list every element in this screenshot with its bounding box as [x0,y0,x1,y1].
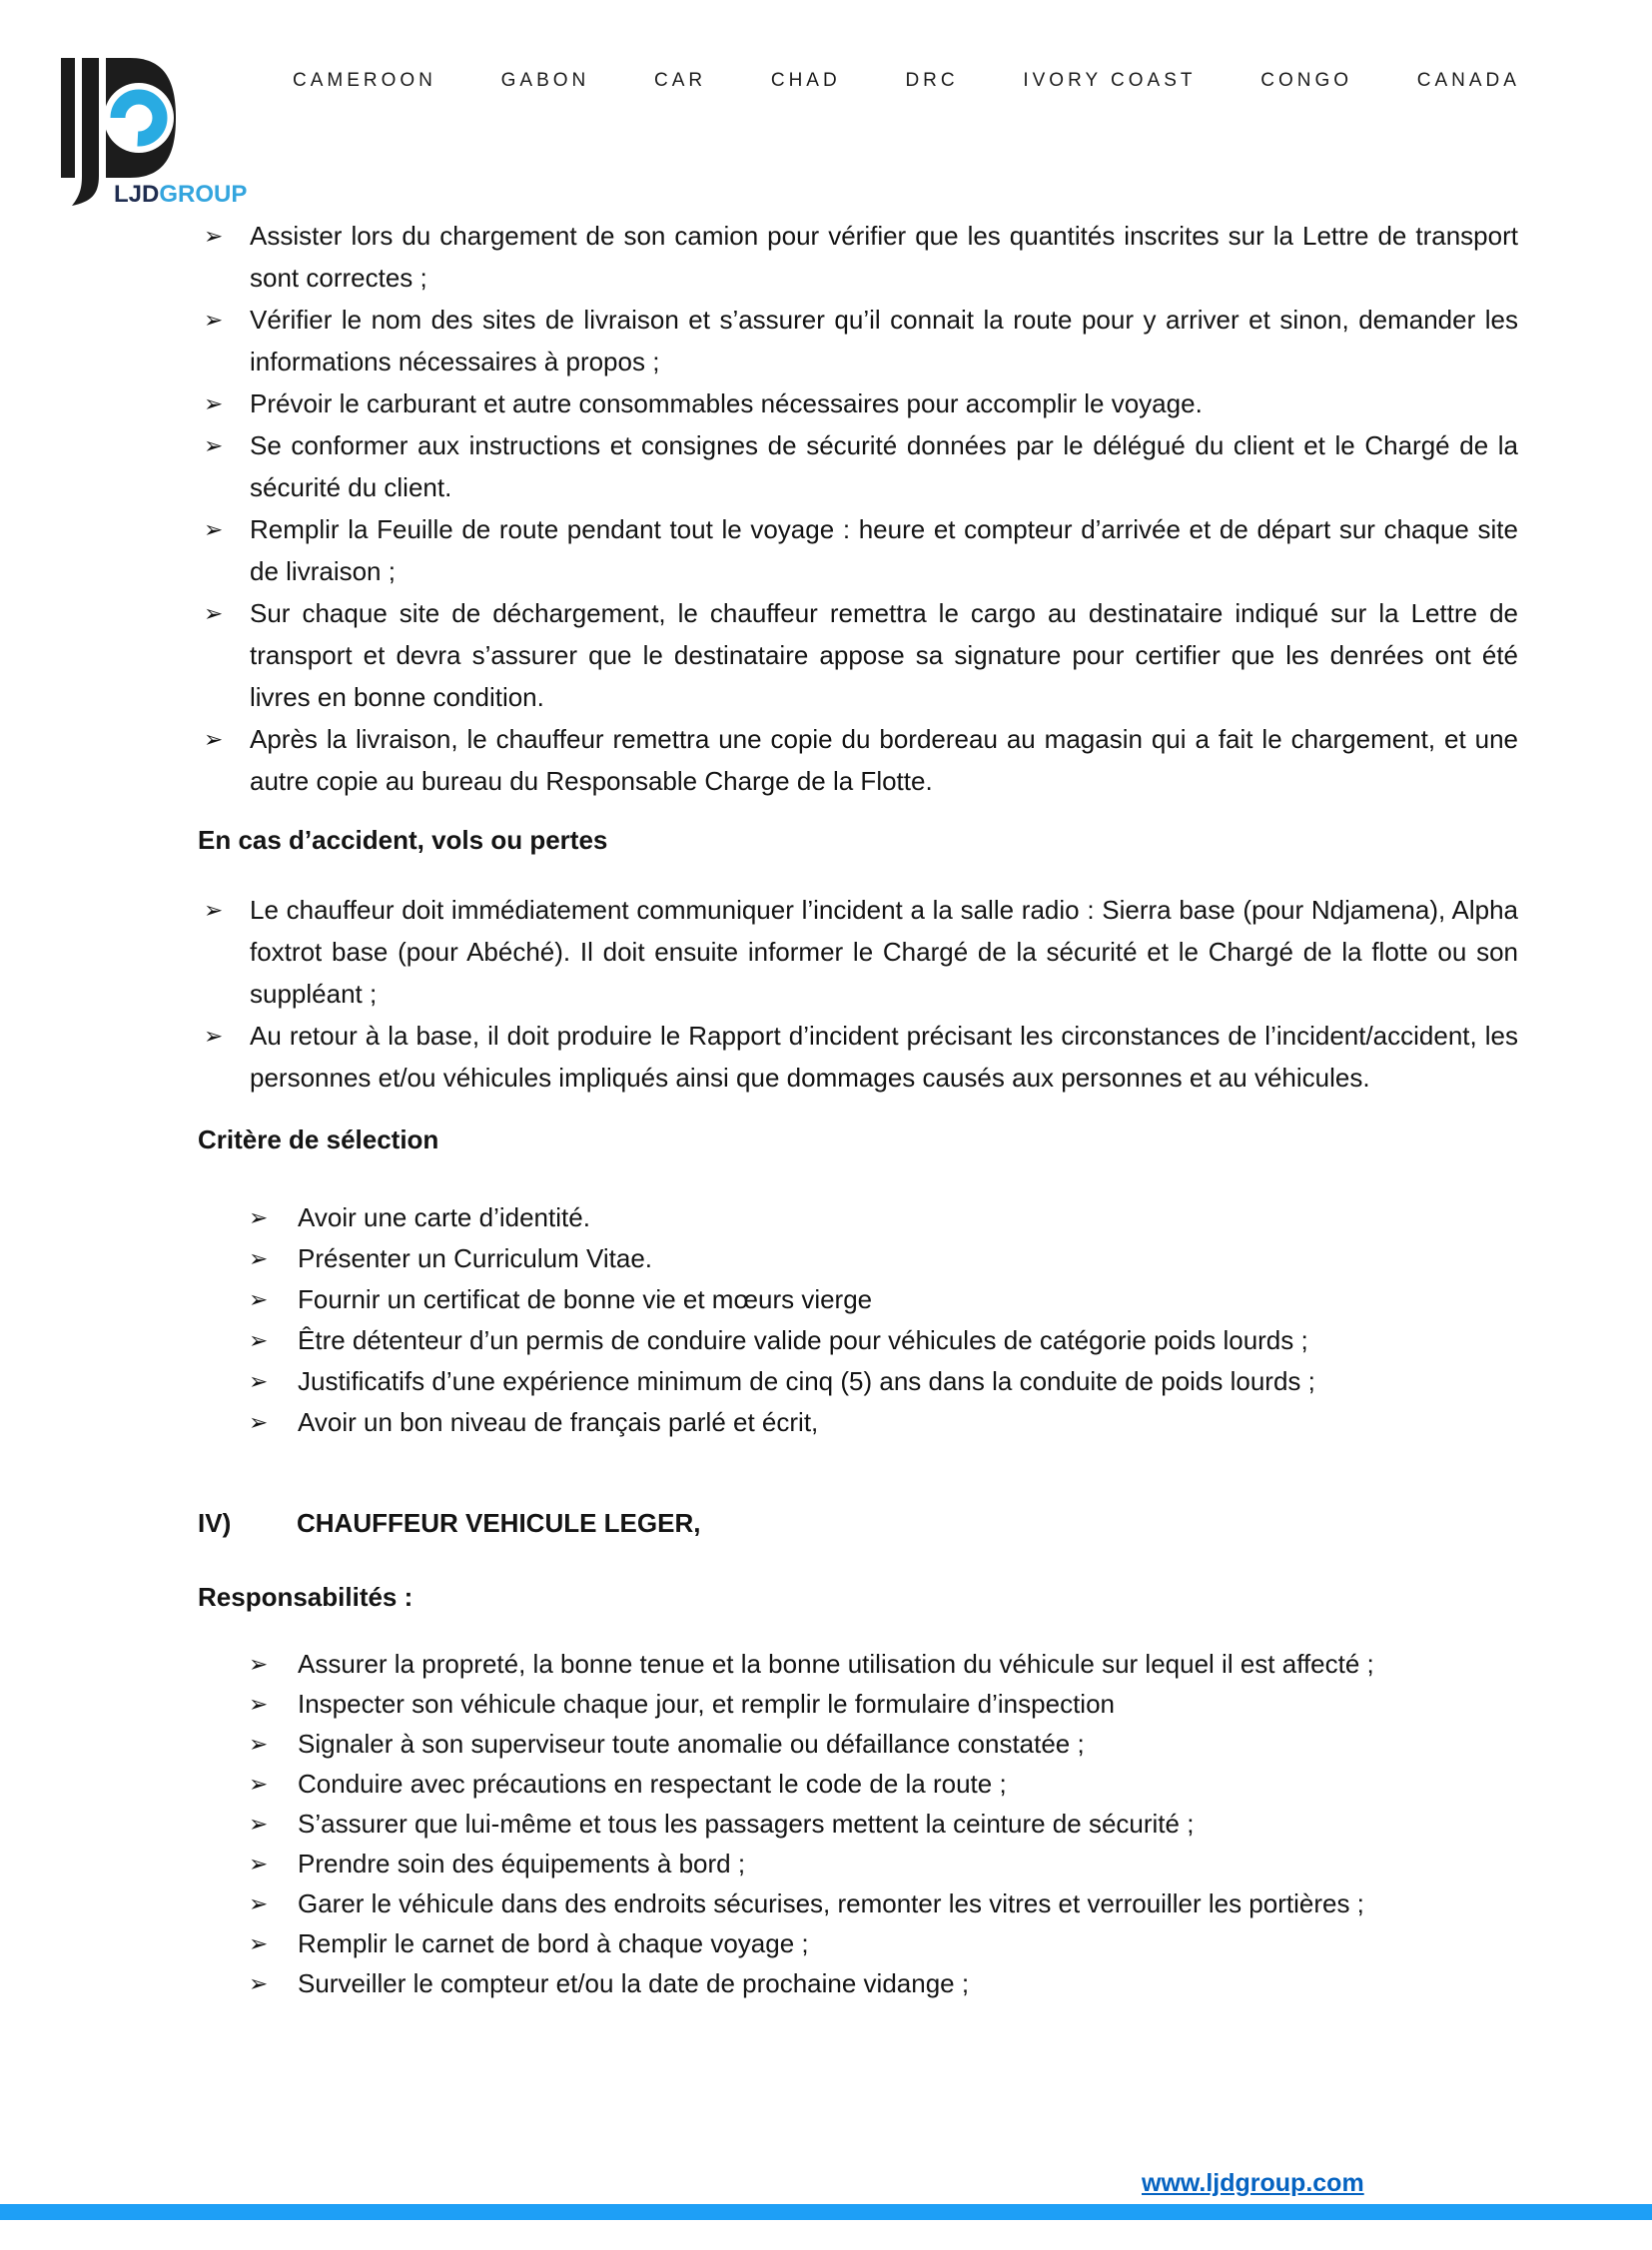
list-item-text: Remplir le carnet de bord à chaque voyage ; [298,1928,809,1958]
list-item [198,1963,1518,2003]
driver-duties-list [198,215,1518,802]
arrow-bullet-icon: ➢ [249,1410,269,1436]
list-item [198,215,1518,299]
arrow-bullet-icon: ➢ [249,1369,269,1395]
section-number: IV) [198,1508,232,1538]
list-item [198,382,1518,424]
country-label: CANADA [1416,70,1520,91]
arrow-bullet-icon: ➢ [204,391,224,417]
country-label: GABON [500,70,590,91]
list-item-text: Présenter un Curriculum Vitae. [298,1243,653,1273]
responsibilities-heading: Responsabilités : [198,1582,413,1612]
selection-criteria-list [198,1197,1518,1443]
document-body [198,205,1518,2003]
list-item-text: Surveiller le compteur et/ou la date de prochaine vidange ; [298,1968,970,1998]
list-item [198,1197,1518,1238]
list-item-text: Vérifier le nom des sites de livraison et s’assurer qu’il connait la route pour y arriver et sinon, demander les informations nécessaires à propos ; [250,305,1518,376]
country-label: CAMEROON [293,70,436,91]
arrow-bullet-icon: ➢ [249,1772,269,1798]
wordmark-ljd: LJD [114,181,160,208]
arrow-bullet-icon: ➢ [249,1287,269,1313]
list-item [198,1015,1518,1099]
list-item [198,1724,1518,1764]
arrow-bullet-icon: ➢ [249,1812,269,1838]
list-item-text: Être détenteur d’un permis de conduire valide pour véhicules de catégorie poids lourds ; [298,1325,1308,1355]
list-item-text: Signaler à son superviseur toute anomalie ou défaillance constatée ; [298,1729,1085,1759]
arrow-bullet-icon: ➢ [204,727,224,753]
section-iv-heading [198,1502,1518,1544]
arrow-bullet-icon: ➢ [249,1891,269,1917]
country-label: IVORY COAST [1023,70,1197,91]
arrow-bullet-icon: ➢ [204,308,224,334]
list-item-text: Justificatifs d’une expérience minimum de cinq (5) ans dans la conduite de poids lourds ; [298,1366,1315,1396]
list-item [198,718,1518,802]
country-list [293,70,1520,92]
list-item [198,1279,1518,1320]
list-item [198,592,1518,718]
list-item-text: Prévoir le carburant et autre consommables nécessaires pour accomplir le voyage. [250,388,1203,418]
arrow-bullet-icon: ➢ [249,1246,269,1272]
website-link[interactable]: www.ljdgroup.com [1142,2169,1364,2197]
list-item-text: Conduire avec précautions en respectant le code de la route ; [298,1769,1007,1799]
section-title: CHAUFFEUR VEHICULE LEGER, [297,1508,701,1538]
responsibilities-list [198,1644,1518,2003]
country-label: DRC [905,70,959,91]
list-item [198,889,1518,1015]
list-item [198,1883,1518,1923]
list-item-text: Assurer la propreté, la bonne tenue et la bonne utilisation du véhicule sur lequel il est affecté ; [298,1649,1374,1679]
list-item-text: S’assurer que lui-même et tous les passagers mettent la ceinture de sécurité ; [298,1809,1195,1839]
accident-procedure-list [198,889,1518,1099]
arrow-bullet-icon: ➢ [249,1931,269,1957]
arrow-bullet-icon: ➢ [204,1024,224,1050]
list-item-text: Remplir la Feuille de route pendant tout le voyage : heure et compteur d’arrivée et de départ sur chaque site de livraison ; [250,514,1518,586]
country-label: CAR [654,70,707,91]
arrow-bullet-icon: ➢ [249,1328,269,1354]
accident-section-heading: En cas d’accident, vols ou pertes [198,825,608,855]
list-item-text: Après la livraison, le chauffeur remettra une copie du bordereau au magasin qui a fait le chargement, et une autre copie au bureau du Responsable Charge de la Flotte. [250,724,1518,796]
list-item-text: Avoir un bon niveau de français parlé et écrit, [298,1407,819,1437]
list-item [198,299,1518,382]
list-item [198,1923,1518,1963]
list-item-text: Prendre soin des équipements à bord ; [298,1849,746,1878]
footer-blue-bar [0,2204,1652,2220]
wordmark-group: GROUP [159,181,248,208]
list-item [198,508,1518,592]
arrow-bullet-icon: ➢ [249,1692,269,1718]
selection-criteria-heading: Critère de sélection [198,1125,439,1154]
arrow-bullet-icon: ➢ [204,898,224,924]
list-item [198,424,1518,508]
list-item-text: Le chauffeur doit immédiatement communiquer l’incident a la salle radio : Sierra base (pour Ndjamena), Alpha foxtrot base (pour Abéché). Il doit ensuite informer le Chargé de la sécurité et le Chargé de la flotte ou son suppléant ; [250,895,1518,1009]
country-label: CHAD [770,70,841,91]
list-item [198,1684,1518,1724]
list-item-text: Fournir un certificat de bonne vie et mœurs vierge [298,1284,873,1314]
list-item-text: Avoir une carte d’identité. [298,1202,590,1232]
list-item [198,1402,1518,1443]
arrow-bullet-icon: ➢ [249,1852,269,1877]
list-item [198,1844,1518,1883]
arrow-bullet-icon: ➢ [204,433,224,459]
arrow-bullet-icon: ➢ [204,517,224,543]
arrow-bullet-icon: ➢ [204,601,224,627]
list-item [198,1804,1518,1844]
list-item [198,1764,1518,1804]
list-item-text: Assister lors du chargement de son camion pour vérifier que les quantités inscrites sur la Lettre de transport sont correctes ; [250,221,1518,293]
list-item [198,1320,1518,1361]
list-item [198,1361,1518,1402]
list-item-text: Se conformer aux instructions et consignes de sécurité données par le délégué du client et le Chargé de la sécurité du client. [250,430,1518,502]
list-item-text: Au retour à la base, il doit produire le Rapport d’incident précisant les circonstances de l’incident/accident, les personnes et/ou véhicules impliqués ainsi que dommages causés aux personnes et au véhicules. [250,1021,1518,1093]
list-item-text: Inspecter son véhicule chaque jour, et remplir le formulaire d’inspection [298,1689,1115,1719]
country-label: CONGO [1260,70,1353,91]
list-item-text: Sur chaque site de déchargement, le chauffeur remettra le cargo au destinataire indiqué sur la Lettre de transport et devra s’assurer que le destinataire appose sa signature pour certifier que les denrées ont été livres en bonne condition. [250,598,1518,712]
list-item [198,1644,1518,1684]
arrow-bullet-icon: ➢ [204,224,224,250]
arrow-bullet-icon: ➢ [249,1732,269,1758]
arrow-bullet-icon: ➢ [249,1971,269,1997]
list-item-text: Garer le véhicule dans des endroits sécurises, remonter les vitres et verrouiller les portières ; [298,1888,1364,1918]
arrow-bullet-icon: ➢ [249,1652,269,1678]
list-item [198,1238,1518,1279]
arrow-bullet-icon: ➢ [249,1205,269,1231]
